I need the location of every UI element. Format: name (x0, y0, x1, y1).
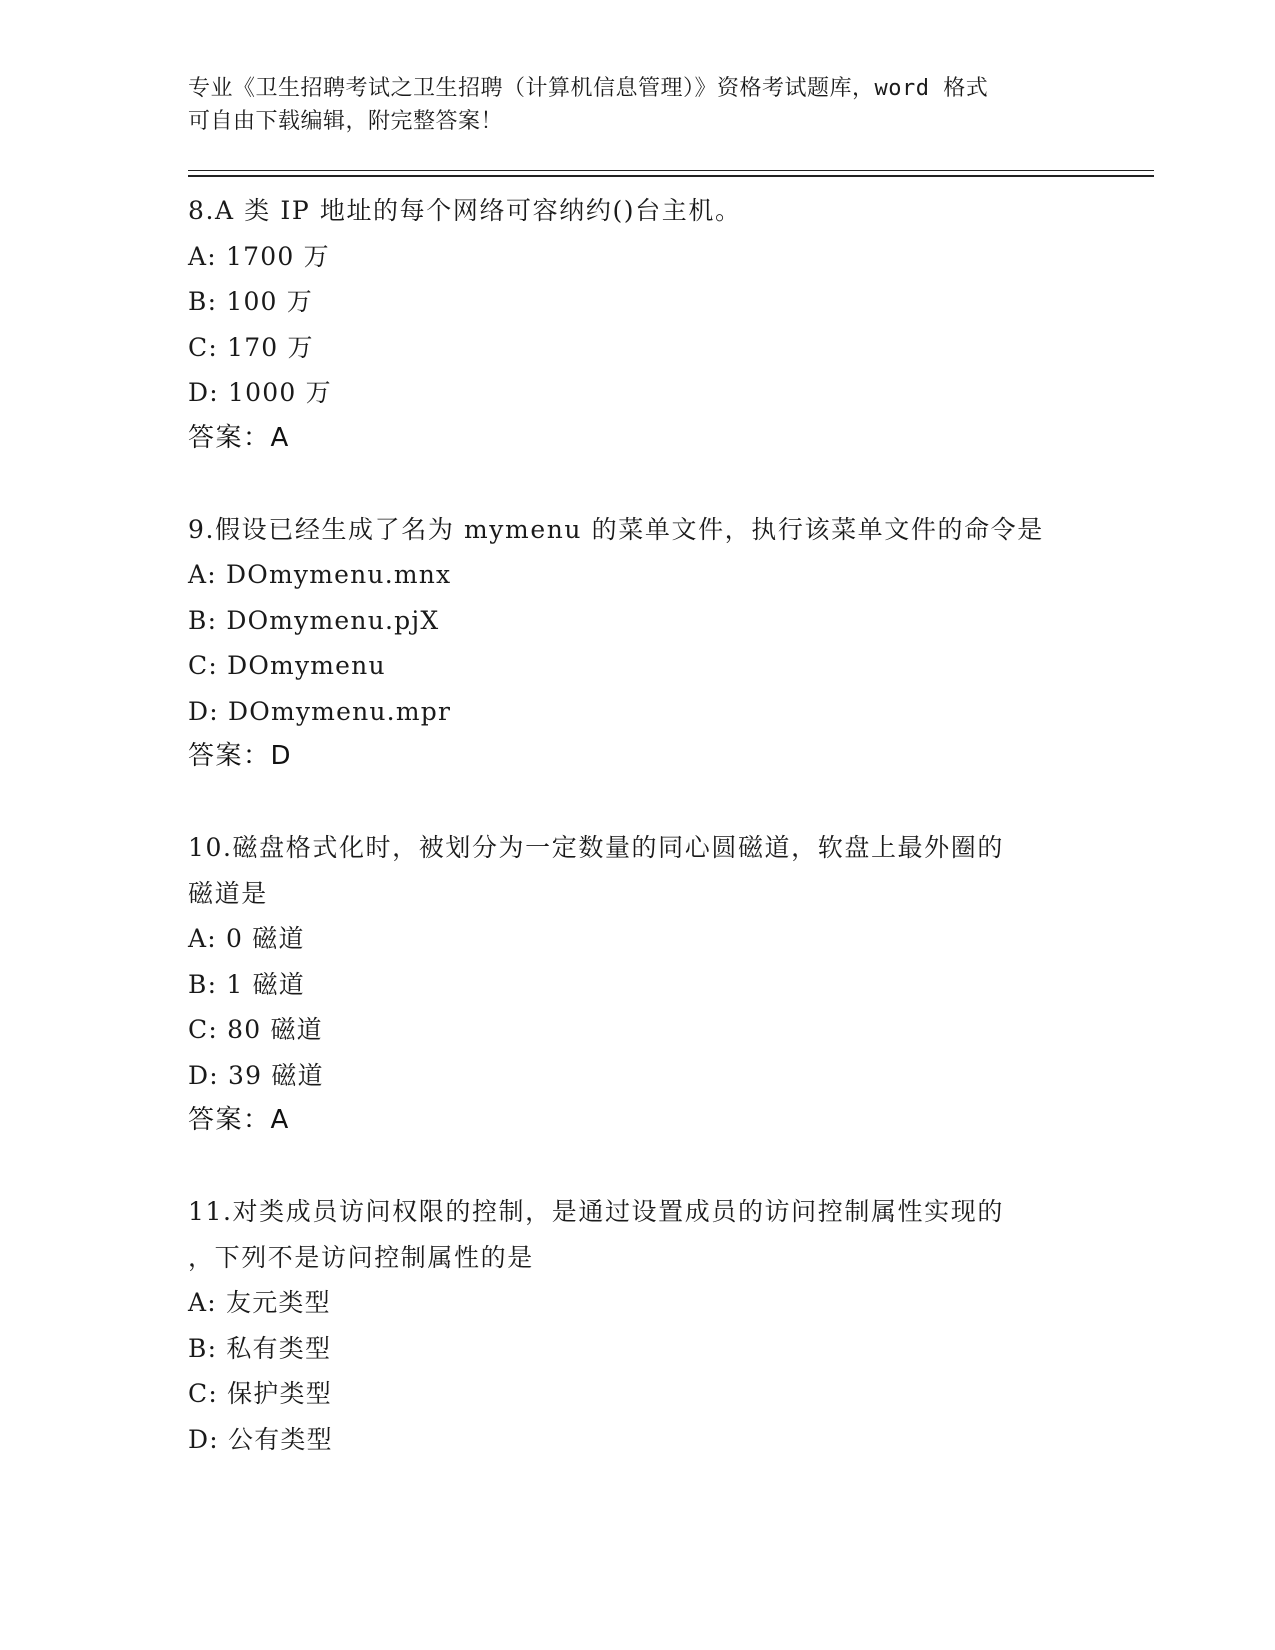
answer-option: D: DOmymenu.mpr (188, 696, 452, 726)
answer-key: 答案：A (188, 1105, 290, 1135)
answer-option: A: 1700 万 (188, 241, 330, 271)
answer-option: A: DOmymenu.mnx (188, 560, 452, 589)
header-line-1: 专业《卫生招聘考试之卫生招聘（计算机信息管理）》资格考试题库，word 格式 (188, 76, 989, 101)
question-stem: 磁道是 (188, 878, 268, 908)
answer-option: B: 100 万 (188, 287, 314, 316)
answer-option: D: 1000 万 (188, 378, 332, 407)
question-item (188, 188, 1088, 461)
question-stem: 11.对类成员访问权限的控制，是通过设置成员的访问控制属性实现的 (188, 1197, 1004, 1226)
question-stem: ，下列不是访问控制属性的是 (188, 1242, 534, 1272)
question-spacer (188, 461, 1088, 507)
answer-option: D: 公有类型 (188, 1424, 333, 1454)
answer-option: B: DOmymenu.pjX (188, 605, 440, 635)
header-divider-thick (188, 175, 1154, 177)
question-spacer (188, 1144, 1088, 1190)
answer-option: C: DOmymenu (188, 651, 386, 680)
answer-option: A: 0 磁道 (188, 924, 305, 953)
answer-option: D: 39 磁道 (188, 1060, 324, 1090)
answer-option: B: 1 磁道 (188, 969, 305, 999)
header-divider-thin (188, 170, 1154, 171)
answer-option: C: 保护类型 (188, 1379, 332, 1408)
header-line-2: 可自由下载编辑，附完整答案！ (188, 109, 504, 134)
question-item (188, 825, 1088, 1144)
answer-key: 答案：A (188, 422, 290, 453)
question-spacer (188, 780, 1088, 826)
question-item (188, 507, 1088, 780)
answer-option: C: 170 万 (188, 332, 314, 362)
question-stem: 8.A 类 IP 地址的每个网络可容纳约()台主机。 (188, 196, 742, 225)
answer-option: A: 友元类型 (188, 1288, 331, 1317)
question-item (188, 1189, 1088, 1462)
question-list (188, 188, 1088, 1462)
answer-option: B: 私有类型 (188, 1333, 332, 1363)
question-stem: 10.磁盘格式化时，被划分为一定数量的同心圆磁道，软盘上最外圈的 (188, 833, 1004, 862)
question-stem: 9.假设已经生成了名为 mymenu 的菜单文件，执行该菜单文件的命令是 (188, 514, 1044, 544)
answer-key: 答案：D (188, 741, 293, 771)
document-header (188, 72, 1068, 138)
answer-option: C: 80 磁道 (188, 1015, 323, 1044)
